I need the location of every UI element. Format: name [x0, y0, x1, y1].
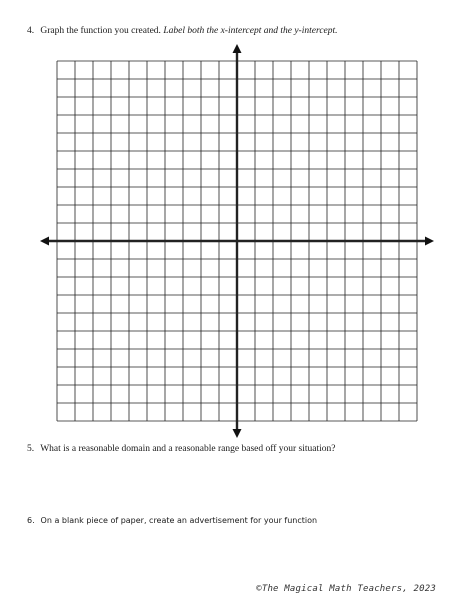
y-axis-down-arrow [233, 429, 242, 438]
question-5 [27, 444, 336, 454]
question-number: 5. [27, 444, 35, 454]
question-emphasis: Label both the x-intercept and the y-intercept. [163, 26, 338, 36]
question-number: 6. [27, 516, 35, 525]
x-axis-right-arrow [425, 237, 434, 246]
y-axis-up-arrow [233, 44, 242, 53]
question-text: On a blank piece of paper, create an advertisement for your function [40, 516, 318, 525]
question-text: Graph the function you created. [40, 26, 161, 36]
copyright-footer: ©The Magical Math Teachers, 2023 [256, 584, 436, 594]
question-6 [27, 516, 317, 525]
question-text: What is a reasonable domain and a reasonable range based off your situation? [40, 444, 336, 454]
question-number: 4. [27, 26, 35, 36]
x-axis-left-arrow [40, 237, 49, 246]
